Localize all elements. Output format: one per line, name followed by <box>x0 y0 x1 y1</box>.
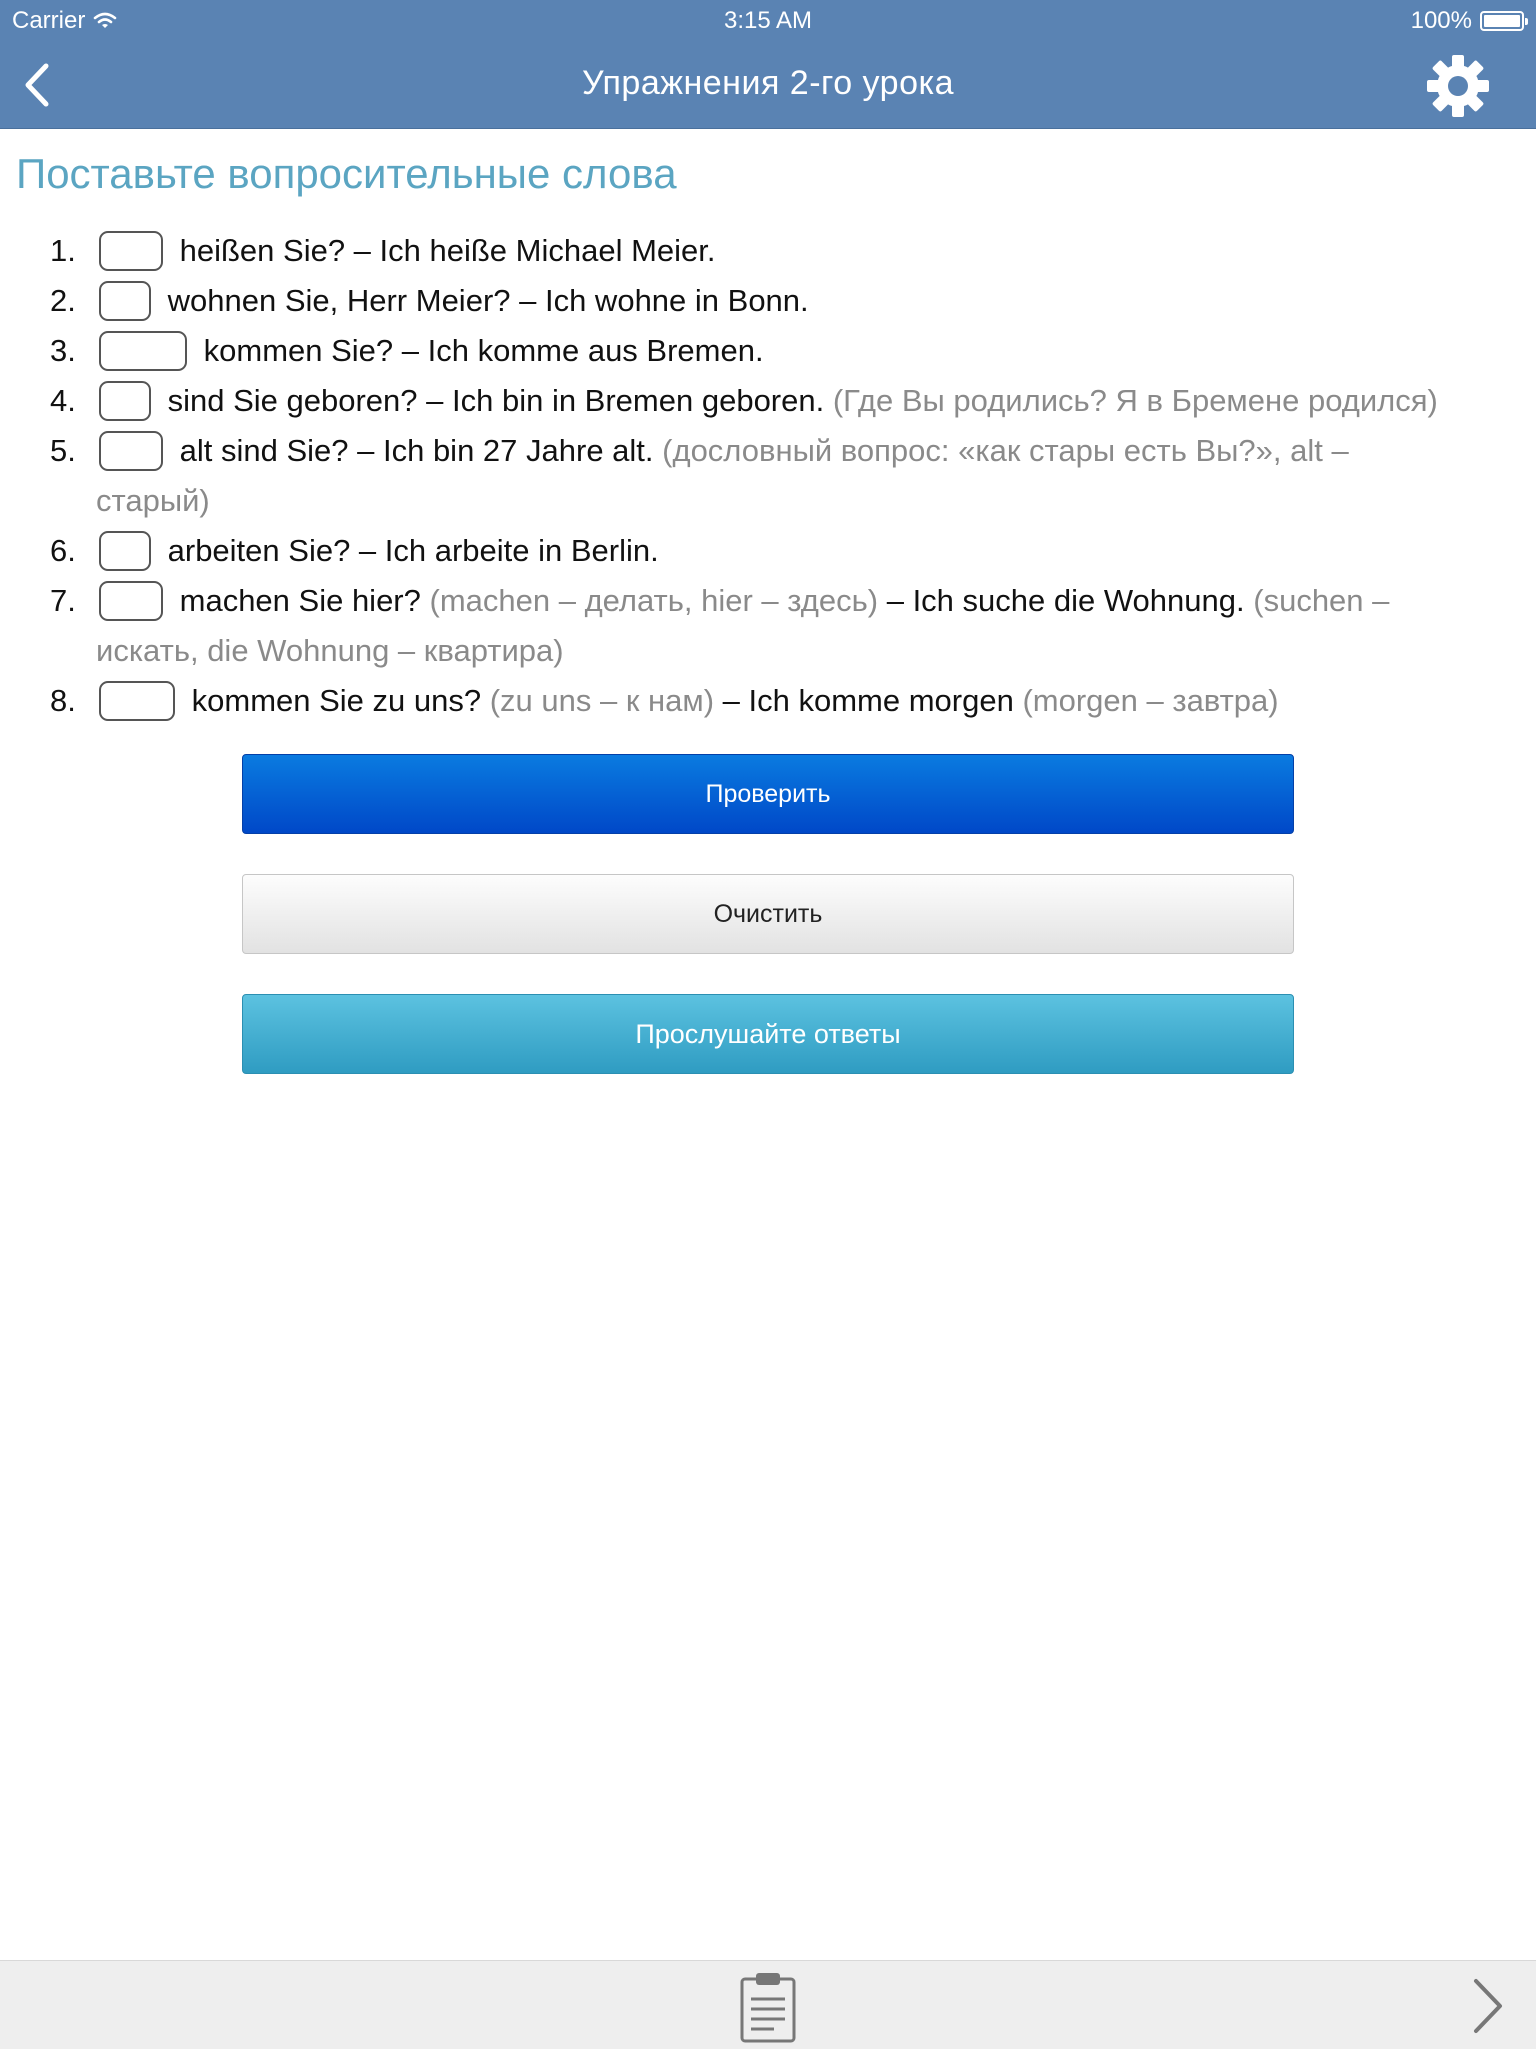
exercise-text: machen Sie hier? <box>179 583 421 618</box>
exercise-number: 2. <box>50 283 76 318</box>
exercise-number: 1. <box>50 233 76 268</box>
exercise-number: 5. <box>50 433 76 468</box>
answer-input-7[interactable] <box>99 581 163 621</box>
exercise-item <box>0 676 1536 726</box>
exercise-item <box>0 426 1536 526</box>
page-title: Упражнения 2-го урока <box>581 64 955 102</box>
exercise-item <box>0 576 1536 676</box>
top-bar <box>0 0 1536 129</box>
check-button[interactable]: Проверить <box>242 754 1294 834</box>
settings-button[interactable] <box>1426 54 1490 118</box>
answer-input-4[interactable] <box>99 381 151 421</box>
battery-percent: 100% <box>1410 7 1472 34</box>
bottom-toolbar <box>0 1960 1536 2049</box>
exercise-text: kommen Sie? – Ich komme aus Bremen. <box>203 333 764 368</box>
exercise-text: alt sind Sie? – Ich bin 27 Jahre alt. <box>179 433 654 468</box>
chevron-right-icon <box>1466 1975 1510 2037</box>
exercise-item <box>0 526 1536 576</box>
exercise-text: sind Sie geboren? – Ich bin in Bremen geboren. <box>167 383 825 418</box>
exercise-text: kommen Sie zu uns? <box>191 683 482 718</box>
exercise-text: heißen Sie? – Ich heiße Michael Meier. <box>179 233 716 268</box>
exercise-hint-2: (suchen – искать, die Wohnung – квартира) <box>96 583 1390 668</box>
exercise-number: 7. <box>50 583 76 618</box>
exercise-number: 3. <box>50 333 76 368</box>
exercise-number: 4. <box>50 383 76 418</box>
carrier-label: Carrier <box>12 7 86 34</box>
exercise-item <box>0 376 1536 426</box>
exercise-number: 6. <box>50 533 76 568</box>
answer-input-2[interactable] <box>99 281 151 321</box>
exercise-hint: (machen – делать, hier – здесь) <box>429 583 879 618</box>
exercise-list <box>0 226 1536 726</box>
answer-input-1[interactable] <box>99 231 163 271</box>
exercise-heading: Поставьте вопросительные слова <box>16 150 677 197</box>
exercise-item <box>0 326 1536 376</box>
clear-button[interactable]: Очистить <box>242 874 1294 954</box>
answer-input-3[interactable] <box>99 331 187 371</box>
status-bar <box>0 0 1536 40</box>
gear-icon <box>1426 54 1490 118</box>
exercise-answer-text: – Ich komme morgen <box>722 683 1014 718</box>
exercise-hint: (zu uns – к нам) <box>489 683 715 718</box>
next-button[interactable] <box>1466 1975 1510 2037</box>
battery-icon <box>1480 11 1524 31</box>
exercise-hint: (дословный вопрос: «как стары есть Вы?», alt – старый) <box>96 433 1349 518</box>
answer-input-5[interactable] <box>99 431 163 471</box>
exercise-answer-text: – Ich suche die Wohnung. <box>886 583 1245 618</box>
clipboard-button[interactable] <box>738 1969 798 2045</box>
exercise-text: wohnen Sie, Herr Meier? – Ich wohne in Bonn. <box>167 283 809 318</box>
exercise-hint: (Где Вы родились? Я в Бремене родился) <box>832 383 1438 418</box>
exercise-text: arbeiten Sie? – Ich arbeite in Berlin. <box>167 533 659 568</box>
listen-answers-button[interactable]: Прослушайте ответы <box>242 994 1294 1074</box>
answer-input-6[interactable] <box>99 531 151 571</box>
exercise-number: 8. <box>50 683 76 718</box>
clipboard-icon <box>738 1969 798 2045</box>
exercise-item <box>0 276 1536 326</box>
answer-input-8[interactable] <box>99 681 175 721</box>
exercise-hint-2: (morgen – завтра) <box>1022 683 1279 718</box>
status-time: 3:15 AM <box>723 7 813 34</box>
exercise-item <box>0 226 1536 276</box>
battery-indicator <box>1411 7 1524 35</box>
